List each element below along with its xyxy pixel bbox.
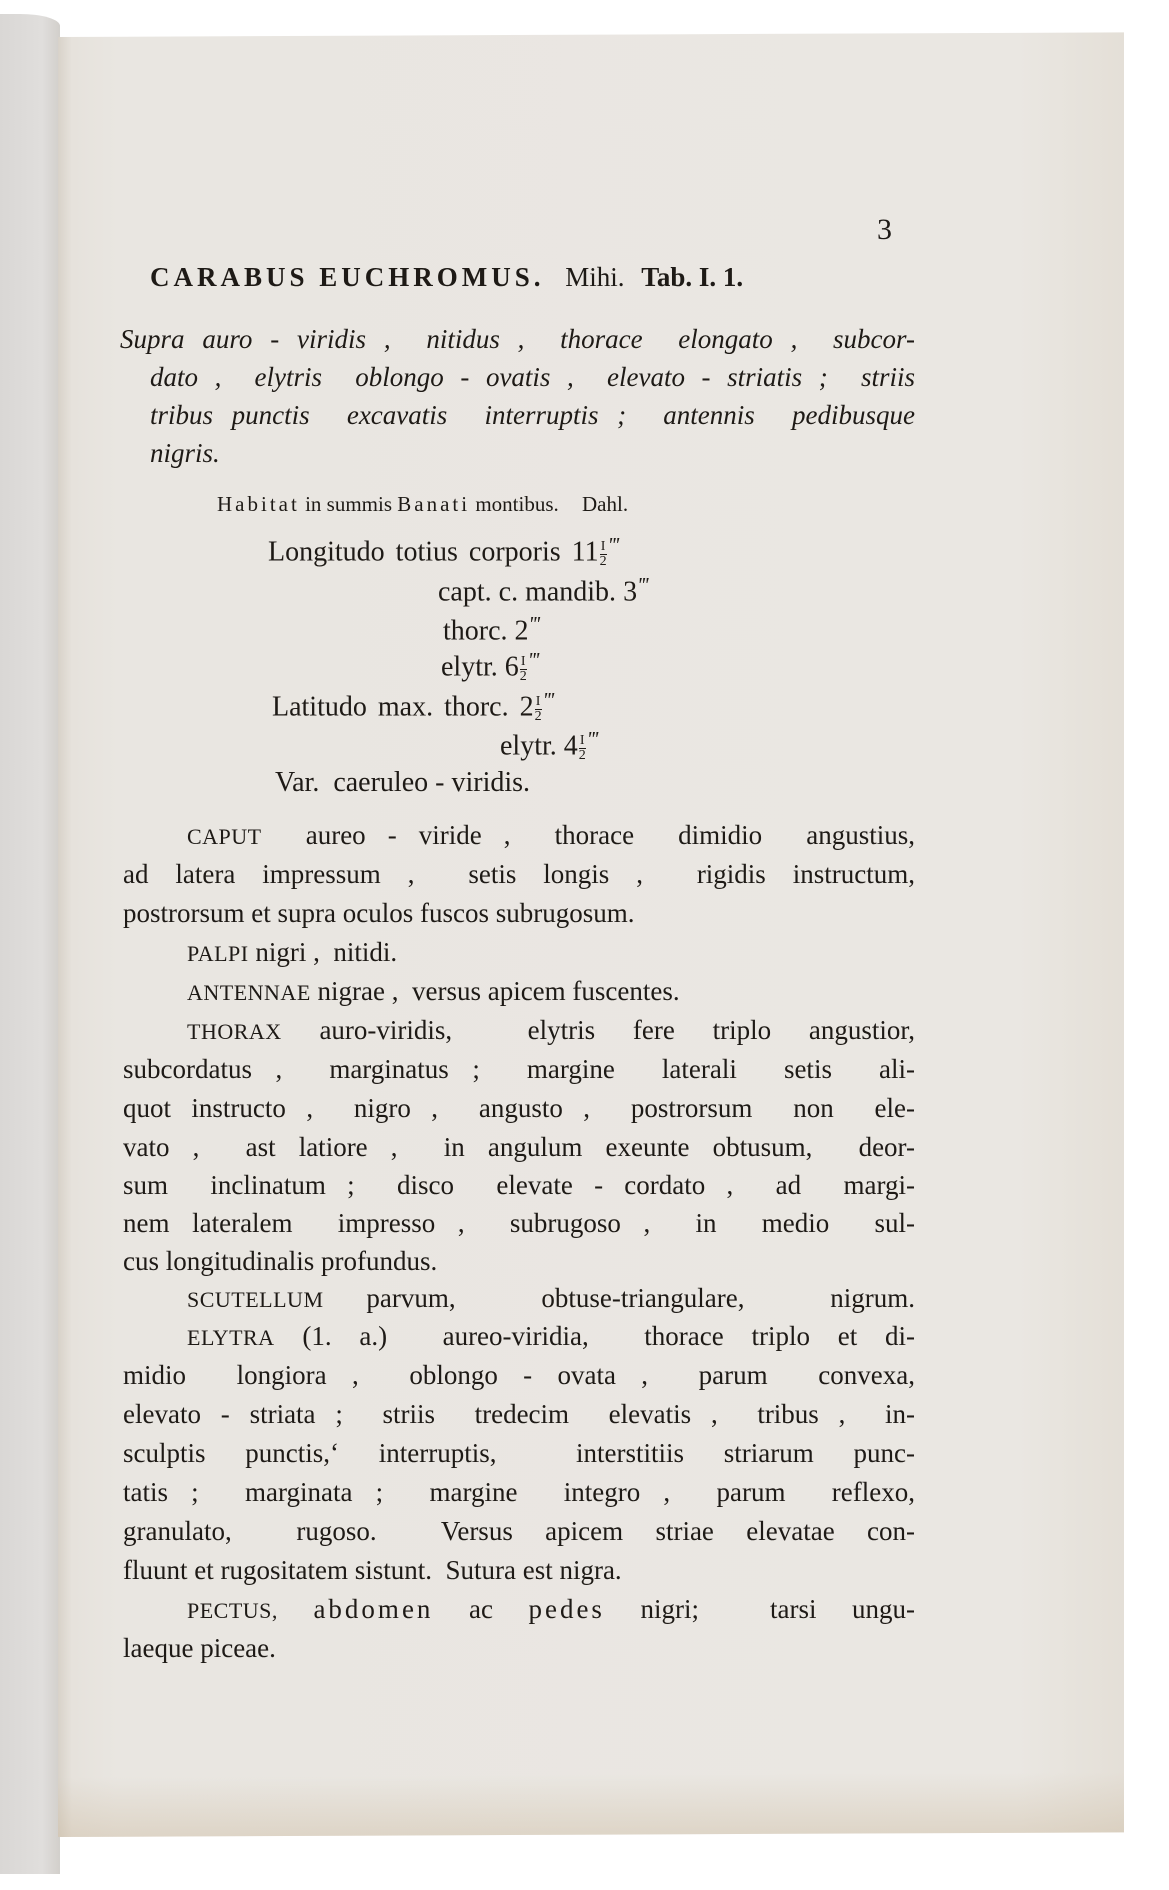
unit-lines: ''' <box>527 648 539 672</box>
plate-reference: Tab. I. 1. <box>641 262 744 292</box>
species-name: CARABUS EUCHROMUS. <box>150 262 545 292</box>
unit-lines: ''' <box>637 573 648 597</box>
habitat-place: Banati <box>397 492 471 516</box>
text-line: nigri , nitidi. <box>255 937 398 967</box>
page-foxing <box>58 1772 1124 1837</box>
paragraph-antennae <box>187 978 680 1005</box>
text-line: vato , ast latiore , in angulum exeunte obtusum, deor- <box>123 1132 915 1162</box>
measurement-label: Longitudo totius corporis <box>268 536 561 568</box>
section-head: SCUTELLUM <box>187 1287 324 1312</box>
habitat-label: Habitat <box>217 492 300 516</box>
text-line: elevato - striata ; striis tredecim elevatis , tribus , in- <box>123 1399 915 1429</box>
text-line: subcordatus , marginatus ; margine laterali setis ali- <box>123 1054 915 1084</box>
text-line: parvum, obtuse-triangulare, nigrum. <box>366 1283 915 1313</box>
measurement-value: 2 <box>519 691 534 723</box>
paragraph-scutellum <box>187 1285 915 1312</box>
measurement-value: 3 <box>623 576 638 608</box>
unit-lines: ''' <box>586 727 598 751</box>
measurement-label: elytr. <box>441 651 498 683</box>
measurement-latitudo <box>272 690 553 724</box>
paragraph-caput <box>187 822 915 849</box>
facing-page-edge <box>0 14 60 1874</box>
text-line: midio longiora , oblongo - ovata , parum convexa, <box>123 1360 915 1390</box>
text-line: quot instructo , nigro , angusto , postrorsum non ele- <box>123 1093 915 1123</box>
fraction-half: $\frac{I}{2}$ <box>599 539 607 570</box>
section-head: ANTENNAE <box>187 980 311 1005</box>
species-heading <box>150 264 743 291</box>
measurement-label: thorc. <box>443 615 508 647</box>
section-head: THORAX <box>187 1019 282 1044</box>
text-line: sculptis punctis,‘ interruptis, interstitiis striarum punc- <box>123 1438 915 1468</box>
text-line: sum inclinatum ; disco elevate - cordato , ad margi- <box>123 1170 915 1200</box>
text-line: nigrae , versus apicem fuscentes. <box>317 976 680 1006</box>
measurement-capt <box>438 575 648 606</box>
measurement-value: 2 <box>514 615 529 647</box>
fraction-half: $\frac{I}{2}$ <box>534 694 542 725</box>
section-head: PALPI <box>187 941 249 966</box>
text-line: tatis ; marginata ; margine integro , parum reflexo, <box>123 1477 915 1507</box>
measurement-thorc <box>443 614 539 645</box>
text-line: fluunt et rugositatem sistunt. Sutura est nigra. <box>123 1555 622 1585</box>
text-line: cus longitudinalis profundus. <box>123 1246 438 1276</box>
diagnosis-line: tribus punctis excavatis interruptis ; antennis pedibusque <box>150 400 915 430</box>
diagnosis-line: nigris. <box>150 438 220 468</box>
measurement-lat-elytr <box>500 729 597 763</box>
text-line: (1. a.) aureo-viridia, thorace triplo et di- <box>302 1321 915 1351</box>
paragraph-pectus <box>187 1596 915 1623</box>
measurement-value: 4 <box>563 730 578 762</box>
spaced-word: abdomen <box>313 1594 434 1624</box>
fraction-half: $\frac{I}{2}$ <box>578 733 586 764</box>
variety-line: Var. caeruleo - viridis. <box>275 767 531 798</box>
diagnosis-line: dato , elytris oblongo - ovatis , elevato - striatis ; striis <box>150 362 915 392</box>
text-line: aureo - viride , thorace dimidio angustius, <box>305 820 915 850</box>
text-word: ac <box>468 1594 493 1624</box>
page-number: 3 <box>877 213 892 246</box>
habitat-collector: Dahl. <box>582 492 629 516</box>
diagnosis-line: Supra auro - viridis , nitidus , thorace elongato , subcor- <box>120 324 915 354</box>
paragraph-thorax <box>187 1017 915 1044</box>
text-line: auro-viridis, elytris fere triplo angustior, <box>319 1015 916 1045</box>
section-head: ELYTRA <box>187 1325 275 1350</box>
fraction-half: $\frac{I}{2}$ <box>519 654 527 685</box>
paragraph-palpi <box>187 939 397 966</box>
habitat-text: in summis <box>305 492 392 516</box>
text-line: postrorsum et supra oculos fuscos subrugosum. <box>123 898 635 928</box>
measurement-label: elytr. <box>500 730 557 762</box>
habitat-rest: montibus. <box>475 492 559 516</box>
section-head: CAPUT <box>187 824 262 849</box>
measurement-value: 6 <box>504 651 519 683</box>
text-line: ad latera impressum , setis longis , rigidis instructum, <box>123 859 915 889</box>
text-line: laeque piceae. <box>123 1633 276 1663</box>
paragraph-elytra <box>187 1323 915 1350</box>
measurement-label: capt. c. mandib. <box>438 576 617 608</box>
text-line: nigri; tarsi ungu- <box>640 1594 916 1624</box>
habitat-line <box>217 494 628 515</box>
measurement-elytr <box>441 650 538 684</box>
measurement-label: Latitudo max. thorc. <box>272 691 509 723</box>
section-head: PECTUS, <box>187 1598 278 1623</box>
unit-lines: ''' <box>607 533 619 557</box>
text-line: nem lateralem impresso , subrugoso , in medio sul- <box>123 1208 915 1238</box>
author-citation: Mihi. <box>565 262 625 292</box>
spaced-word: pedes <box>528 1594 605 1624</box>
measurement-value: 11 <box>571 536 599 568</box>
text-line: granulato, rugoso. Versus apicem striae elevatae con- <box>123 1516 915 1546</box>
unit-lines: ''' <box>528 612 540 636</box>
measurement-longitudo <box>268 535 618 569</box>
unit-lines: ''' <box>542 688 554 712</box>
